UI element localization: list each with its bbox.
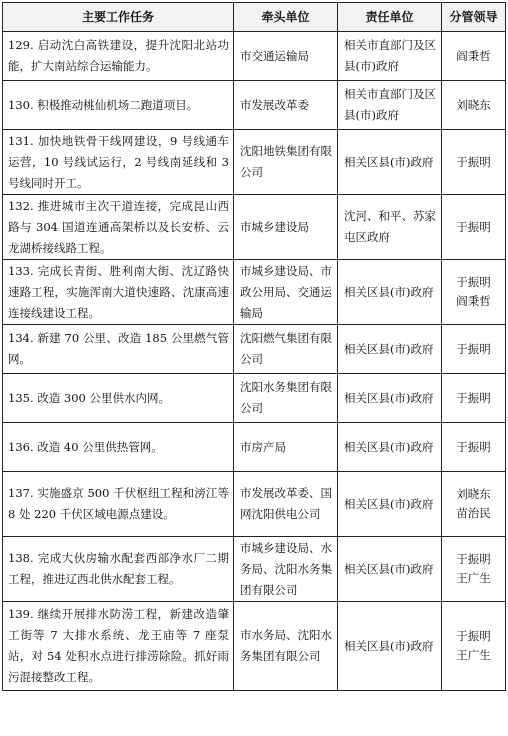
responsible-unit-cell: 相关区县(市)政府: [338, 602, 442, 691]
header-task: 主要工作任务: [3, 3, 234, 32]
leader-name: 王广生: [456, 571, 491, 585]
header-leader: 分管领导: [442, 3, 506, 32]
responsible-unit-cell: 相关区县(市)政府: [338, 423, 442, 472]
leader-name: 于振明: [456, 154, 491, 169]
leader-name: 王广生: [456, 648, 491, 662]
responsible-unit-cell: 相关区县(市)政府: [338, 260, 442, 325]
leader-cell: [442, 32, 506, 81]
leader-cell: [442, 374, 506, 423]
table-row: [3, 374, 506, 423]
task-cell: 139. 继续开展排水防涝工程，新建改造肇工街等 7 大排水系统、龙王庙等 7 座泵站，对 54 处积水点进行排涝除险。抓好雨污混接整改工程。: [3, 602, 234, 691]
task-cell: 137. 实施盛京 500 千伏枢纽工程和滂江等 8 处 220 千伏区域电源点建设。: [3, 472, 234, 537]
lead-unit-cell: 沈阳地铁集团有限公司: [234, 130, 338, 195]
responsible-unit-cell: 沈河、和平、苏家屯区政府: [338, 195, 442, 260]
responsible-unit-cell: 相关区县(市)政府: [338, 537, 442, 602]
lead-unit-cell: 市发展改革委: [234, 81, 338, 130]
leader-name: 于振明: [456, 219, 491, 234]
task-cell: 129. 启动沈白高铁建设，提升沈阳北站功能，扩大南站综合运输能力。: [3, 32, 234, 81]
leader-cell: [442, 602, 506, 691]
task-cell: 131. 加快地铁骨干线网建设，9 号线通车运营，10 号线试运行，2 号线南延线和 3 号线同时开工。: [3, 130, 234, 195]
header-responsible-unit: 责任单位: [338, 3, 442, 32]
leader-name: 苗治民: [456, 506, 491, 520]
leader-name: 于振明: [456, 439, 491, 454]
table-header-row: [3, 3, 506, 32]
leader-name: 刘晓东: [456, 487, 491, 501]
task-cell: 130. 积极推动桃仙机场二跑道项目。: [3, 81, 234, 130]
table-row: [3, 325, 506, 374]
lead-unit-cell: 市发展改革委、国网沈阳供电公司: [234, 472, 338, 537]
table-row: [3, 130, 506, 195]
table-row: [3, 195, 506, 260]
task-cell: 138. 完成大伙房输水配套西部净水厂二期工程，推进辽西北供水配套工程。: [3, 537, 234, 602]
lead-unit-cell: 市城乡建设局: [234, 195, 338, 260]
leader-name: 于振明: [456, 390, 491, 405]
responsible-unit-cell: 相关市直部门及区县(市)政府: [338, 32, 442, 81]
lead-unit-cell: 市交通运输局: [234, 32, 338, 81]
table-row: [3, 472, 506, 537]
leader-cell: [442, 130, 506, 195]
leader-cell: [442, 81, 506, 130]
responsible-unit-cell: 相关区县(市)政府: [338, 325, 442, 374]
leader-name: 于振明: [456, 552, 491, 566]
responsible-unit-cell: 相关区县(市)政府: [338, 472, 442, 537]
responsible-unit-cell: 相关市直部门及区县(市)政府: [338, 81, 442, 130]
leader-cell: [442, 537, 506, 602]
lead-unit-cell: 市房产局: [234, 423, 338, 472]
lead-unit-cell: 市城乡建设局、水务局、沈阳水务集团有限公司: [234, 537, 338, 602]
leader-name: 于振明: [456, 341, 491, 356]
leader-name: 阎秉哲: [456, 48, 491, 63]
table-row: [3, 423, 506, 472]
task-cell: 135. 改造 300 公里供水内网。: [3, 374, 234, 423]
task-cell: 132. 推进城市主次干道连接，完成昆山西路与 304 国道连通高架桥以及长安桥、云龙湖桥接线路工程。: [3, 195, 234, 260]
responsible-unit-cell: 相关区县(市)政府: [338, 374, 442, 423]
leader-cell: [442, 325, 506, 374]
lead-unit-cell: 市城乡建设局、市政公用局、交通运输局: [234, 260, 338, 325]
task-cell: 133. 完成长青街、胜利南大街、沈辽路快速路工程，实施浑南大道快速路、沈康高速连接线建设工程。: [3, 260, 234, 325]
lead-unit-cell: 沈阳水务集团有限公司: [234, 374, 338, 423]
responsible-unit-cell: 相关区县(市)政府: [338, 130, 442, 195]
leader-cell: [442, 195, 506, 260]
task-cell: 134. 新建 70 公里、改造 185 公里燃气管网。: [3, 325, 234, 374]
leader-cell: [442, 472, 506, 537]
leader-cell: [442, 423, 506, 472]
header-lead-unit: 牵头单位: [234, 3, 338, 32]
lead-unit-cell: 沈阳燃气集团有限公司: [234, 325, 338, 374]
table-row: [3, 537, 506, 602]
leader-name: 阎秉哲: [456, 294, 491, 308]
task-table-document: [2, 2, 505, 691]
leader-name: 刘晓东: [456, 97, 491, 112]
table-row: [3, 602, 506, 691]
table-row: [3, 32, 506, 81]
leader-cell: [442, 260, 506, 325]
task-table: [2, 2, 506, 691]
table-row: [3, 81, 506, 130]
task-cell: 136. 改造 40 公里供热管网。: [3, 423, 234, 472]
table-row: [3, 260, 506, 325]
leader-name: 于振明: [456, 629, 491, 643]
leader-name: 于振明: [456, 275, 491, 289]
lead-unit-cell: 市水务局、沈阳水务集团有限公司: [234, 602, 338, 691]
